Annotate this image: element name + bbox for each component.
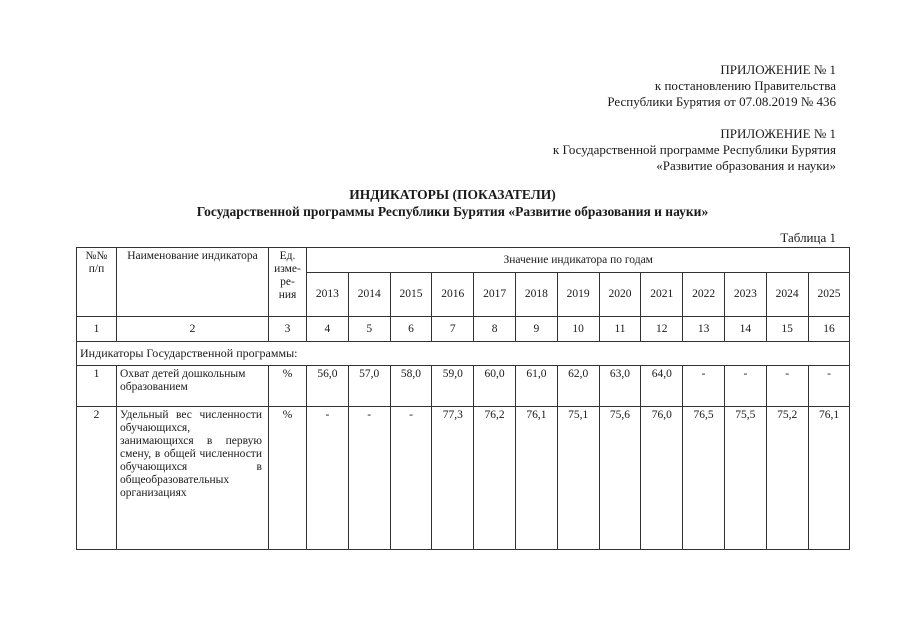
- value-cell: 75,5: [724, 407, 766, 550]
- column-number: 16: [808, 317, 850, 342]
- year-header: 2017: [474, 273, 516, 317]
- value-cell: 58,0: [390, 366, 432, 407]
- value-cell: 76,1: [808, 407, 850, 550]
- value-cell: 76,0: [641, 407, 683, 550]
- column-number: 15: [766, 317, 808, 342]
- column-number: 2: [117, 317, 269, 342]
- appendix-2-line-2: к Государственной программе Республики Бурятия: [552, 142, 836, 157]
- unit-cell: %: [269, 407, 307, 550]
- year-header: 2018: [515, 273, 557, 317]
- year-header: 2024: [766, 273, 808, 317]
- value-cell: -: [724, 366, 766, 407]
- value-cell: -: [766, 366, 808, 407]
- year-header: 2014: [348, 273, 390, 317]
- header-unit: Ед. изме-ре-ния: [269, 248, 307, 317]
- value-cell: 75,6: [599, 407, 641, 550]
- value-cell: 59,0: [432, 366, 474, 407]
- column-number: 7: [432, 317, 474, 342]
- appendix-1-line-3: Республики Бурятия от 07.08.2019 № 436: [607, 94, 836, 109]
- column-number: 10: [557, 317, 599, 342]
- row-num: 1: [77, 366, 117, 407]
- indicator-name: Охват детей дошкольным образованием: [117, 366, 269, 407]
- column-number: 13: [683, 317, 725, 342]
- column-number: 6: [390, 317, 432, 342]
- column-number: 5: [348, 317, 390, 342]
- year-header: 2023: [724, 273, 766, 317]
- document-subtitle: Государственной программы Республики Бурятия «Развитие образования и науки»: [196, 204, 709, 219]
- year-header: 2015: [390, 273, 432, 317]
- value-cell: 56,0: [307, 366, 349, 407]
- column-number: 9: [515, 317, 557, 342]
- appendix-2-line-3: «Развитие образования и науки»: [656, 158, 836, 173]
- value-cell: 61,0: [515, 366, 557, 407]
- year-header: 2013: [307, 273, 349, 317]
- value-cell: 77,3: [432, 407, 474, 550]
- appendix-1-line-2: к постановлению Правительства: [654, 78, 836, 93]
- appendix-1-line-1: ПРИЛОЖЕНИЕ № 1: [720, 62, 836, 77]
- table-row: [77, 407, 850, 550]
- value-cell: 57,0: [348, 366, 390, 407]
- column-number: 11: [599, 317, 641, 342]
- table-row: [77, 366, 850, 407]
- unit-cell: %: [269, 366, 307, 407]
- header-years-group: Значение индикатора по годам: [307, 248, 850, 273]
- value-cell: 60,0: [474, 366, 516, 407]
- value-cell: -: [348, 407, 390, 550]
- appendix-government-decree: [607, 62, 836, 110]
- year-header: 2025: [808, 273, 850, 317]
- header-row-1: [77, 248, 850, 273]
- row-num: 2: [77, 407, 117, 550]
- section-row: [77, 342, 850, 366]
- value-cell: 76,2: [474, 407, 516, 550]
- value-cell: 75,1: [557, 407, 599, 550]
- column-number: 14: [724, 317, 766, 342]
- year-header: 2019: [557, 273, 599, 317]
- header-name: Наименование индикатора: [117, 248, 269, 317]
- value-cell: 76,1: [515, 407, 557, 550]
- year-header: 2022: [683, 273, 725, 317]
- column-numbers-row: [77, 317, 850, 342]
- year-header: 2020: [599, 273, 641, 317]
- column-number: 3: [269, 317, 307, 342]
- year-header: 2016: [432, 273, 474, 317]
- indicator-name: Удельный вес численности обучающихся, занимающихся в первую смену, в общей численности обучающихся в общеобразовательных организациях: [117, 407, 269, 550]
- value-cell: -: [307, 407, 349, 550]
- value-cell: 76,5: [683, 407, 725, 550]
- value-cell: 62,0: [557, 366, 599, 407]
- column-number: 12: [641, 317, 683, 342]
- column-number: 8: [474, 317, 516, 342]
- value-cell: -: [808, 366, 850, 407]
- appendix-state-program: [553, 126, 836, 174]
- value-cell: -: [390, 407, 432, 550]
- value-cell: 63,0: [599, 366, 641, 407]
- value-cell: 64,0: [641, 366, 683, 407]
- header-num: №№ п/п: [77, 248, 117, 317]
- table-caption: Таблица 1: [780, 230, 836, 245]
- appendix-2-line-1: ПРИЛОЖЕНИЕ № 1: [720, 126, 836, 141]
- year-header: 2021: [641, 273, 683, 317]
- value-cell: -: [683, 366, 725, 407]
- indicators-table: [76, 247, 850, 550]
- column-number: 1: [77, 317, 117, 342]
- section-title: Индикаторы Государственной программы:: [77, 342, 850, 366]
- document-title: ИНДИКАТОРЫ (ПОКАЗАТЕЛИ): [349, 187, 556, 202]
- column-number: 4: [307, 317, 349, 342]
- value-cell: 75,2: [766, 407, 808, 550]
